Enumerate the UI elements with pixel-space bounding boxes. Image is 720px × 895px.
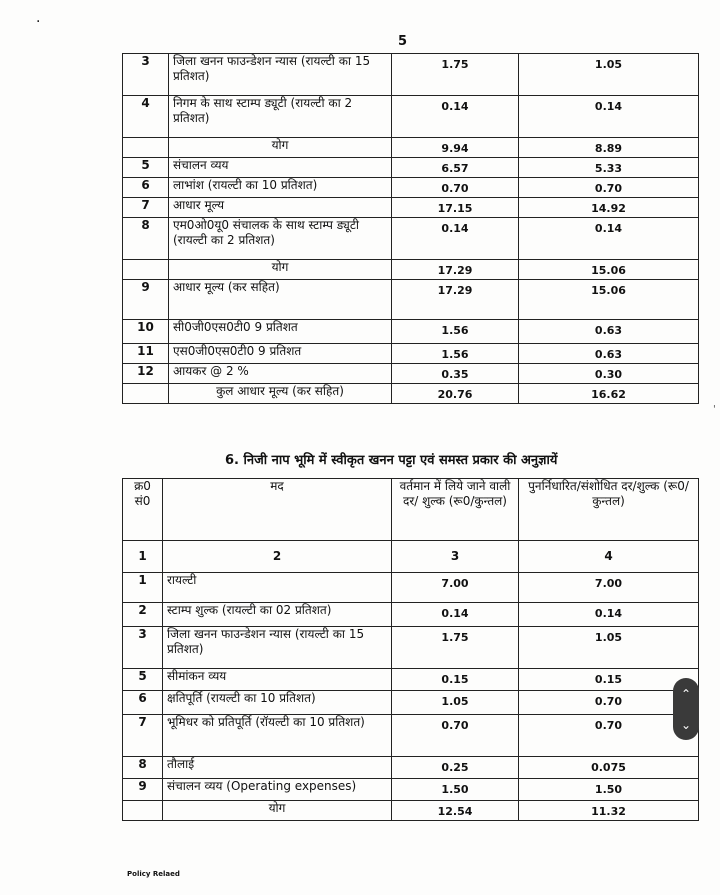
item-cell: योग bbox=[169, 138, 392, 158]
revised-rate-cell: 0.63 bbox=[519, 344, 699, 364]
item-cell: एम0ओ0यू0 संचालक के साथ स्टाम्प ड्यूटी (रायल्टी का 2 प्रतिशत) bbox=[169, 218, 392, 260]
revised-rate-cell: 1.50 bbox=[519, 779, 699, 801]
current-rate-cell: 9.94 bbox=[392, 138, 519, 158]
revised-rate-cell: 7.00 bbox=[519, 573, 699, 603]
serial-cell: 3 bbox=[123, 54, 169, 96]
serial-cell: 3 bbox=[123, 627, 163, 669]
revised-rate-cell: 16.62 bbox=[519, 384, 699, 404]
item-cell: रायल्टी bbox=[163, 573, 392, 603]
current-rate-cell: 0.25 bbox=[392, 757, 519, 779]
serial-cell bbox=[123, 260, 169, 280]
item-cell: कुल आधार मूल्य (कर सहित) bbox=[169, 384, 392, 404]
revised-rate-cell: 0.70 bbox=[519, 691, 699, 715]
serial-cell bbox=[123, 138, 169, 158]
revised-rate-cell: 1.05 bbox=[519, 627, 699, 669]
serial-cell: 10 bbox=[123, 320, 169, 344]
revised-rate-cell: 0.70 bbox=[519, 178, 699, 198]
footer-note: Policy Relaed bbox=[127, 870, 180, 878]
item-cell: योग bbox=[163, 801, 392, 821]
current-rate-cell: 0.14 bbox=[392, 96, 519, 138]
item-cell: भूमिधर को प्रतिपूर्ति (रॉयल्टी का 10 प्रतिशत) bbox=[163, 715, 392, 757]
revised-rate-cell: 0.70 bbox=[519, 715, 699, 757]
table-row bbox=[123, 669, 699, 691]
table-row bbox=[123, 757, 699, 779]
table-row bbox=[123, 779, 699, 801]
serial-cell bbox=[123, 384, 169, 404]
current-rate-cell: 6.57 bbox=[392, 158, 519, 178]
serial-cell: 5 bbox=[123, 158, 169, 178]
current-rate-cell: 17.29 bbox=[392, 260, 519, 280]
revised-rate-cell: 5.33 bbox=[519, 158, 699, 178]
revised-rate-cell: 15.06 bbox=[519, 260, 699, 280]
table-row bbox=[123, 715, 699, 757]
revised-rate-cell: 0.14 bbox=[519, 96, 699, 138]
table-row bbox=[123, 344, 699, 364]
revised-rate-cell: 0.14 bbox=[519, 603, 699, 627]
numbering-3: 3 bbox=[392, 541, 519, 573]
item-cell: आधार मूल्य (कर सहित) bbox=[169, 280, 392, 320]
table-row bbox=[123, 627, 699, 669]
total-row bbox=[123, 260, 699, 280]
current-rate-cell: 0.14 bbox=[392, 218, 519, 260]
table-row bbox=[123, 573, 699, 603]
item-cell: जिला खनन फाउन्डेशन न्यास (रायल्टी का 15 प्रतिशत) bbox=[169, 54, 392, 96]
table-row bbox=[123, 198, 699, 218]
item-cell: लाभांश (रायल्टी का 10 प्रतिशत) bbox=[169, 178, 392, 198]
header-current-rate: वर्तमान में लिये जाने वाली दर/ शुल्क (रू0/कुन्तल) bbox=[392, 479, 519, 541]
current-rate-cell: 0.35 bbox=[392, 364, 519, 384]
item-cell: आयकर @ 2 % bbox=[169, 364, 392, 384]
numbering-4: 4 bbox=[519, 541, 699, 573]
numbering-2: 2 bbox=[163, 541, 392, 573]
current-rate-cell: 1.75 bbox=[392, 54, 519, 96]
header-item: मद bbox=[163, 479, 392, 541]
current-rate-cell: 7.00 bbox=[392, 573, 519, 603]
table-row bbox=[123, 603, 699, 627]
table-row bbox=[123, 178, 699, 198]
table-row bbox=[123, 691, 699, 715]
total-row bbox=[123, 138, 699, 158]
revised-rate-cell: 1.05 bbox=[519, 54, 699, 96]
chevron-down-icon[interactable]: ⌄ bbox=[680, 717, 692, 732]
serial-cell: 12 bbox=[123, 364, 169, 384]
current-rate-cell: 12.54 bbox=[392, 801, 519, 821]
header-revised-rate: पुनर्निधारित/संशोधित दर/शुल्क (रू0/कुन्तल) bbox=[519, 479, 699, 541]
item-cell: सीमांकन व्यय bbox=[163, 669, 392, 691]
item-cell: तौलाई bbox=[163, 757, 392, 779]
table-row bbox=[123, 96, 699, 138]
item-cell: जिला खनन फाउन्डेशन न्यास (रायल्टी का 15 प्रतिशत) bbox=[163, 627, 392, 669]
page-number: 5 bbox=[398, 34, 408, 49]
item-cell: संचालन व्यय (Operating expenses) bbox=[163, 779, 392, 801]
table-row bbox=[123, 280, 699, 320]
serial-cell: 1 bbox=[123, 573, 163, 603]
item-cell: संचालन व्यय bbox=[169, 158, 392, 178]
revised-rate-cell: 0.15 bbox=[519, 669, 699, 691]
current-rate-cell: 1.75 bbox=[392, 627, 519, 669]
serial-cell: 6 bbox=[123, 691, 163, 715]
page-scroll-control[interactable] bbox=[673, 678, 699, 740]
section-6-heading: 6. निजी नाप भूमि में स्वीकृत खनन पट्टा एवं समस्त प्रकार की अनुज्ञायें bbox=[225, 453, 558, 468]
revised-rate-cell: 14.92 bbox=[519, 198, 699, 218]
table-row bbox=[123, 54, 699, 96]
edge-mark: ' bbox=[713, 404, 716, 415]
current-rate-cell: 17.15 bbox=[392, 198, 519, 218]
serial-cell: 11 bbox=[123, 344, 169, 364]
fee-table-continued bbox=[122, 53, 699, 404]
table-row bbox=[123, 218, 699, 260]
revised-rate-cell: 0.30 bbox=[519, 364, 699, 384]
revised-rate-cell: 0.075 bbox=[519, 757, 699, 779]
header-serial: क्र0 सं0 bbox=[123, 479, 163, 541]
serial-cell: 6 bbox=[123, 178, 169, 198]
current-rate-cell: 0.14 bbox=[392, 603, 519, 627]
item-cell: स्टाम्प शुल्क (रायल्टी का 02 प्रतिशत) bbox=[163, 603, 392, 627]
revised-rate-cell: 15.06 bbox=[519, 280, 699, 320]
current-rate-cell: 1.05 bbox=[392, 691, 519, 715]
total-row bbox=[123, 384, 699, 404]
item-cell: क्षतिपूर्ति (रायल्टी का 10 प्रतिशत) bbox=[163, 691, 392, 715]
serial-cell: 8 bbox=[123, 218, 169, 260]
item-cell: निगम के साथ स्टाम्प ड्यूटी (रायल्टी का 2 प्रतिशत) bbox=[169, 96, 392, 138]
serial-cell: 9 bbox=[123, 280, 169, 320]
serial-cell: 2 bbox=[123, 603, 163, 627]
current-rate-cell: 0.70 bbox=[392, 178, 519, 198]
table-row bbox=[123, 320, 699, 344]
serial-cell: 7 bbox=[123, 715, 163, 757]
table-row bbox=[123, 158, 699, 178]
private-land-fee-table bbox=[122, 478, 699, 821]
revised-rate-cell: 0.63 bbox=[519, 320, 699, 344]
current-rate-cell: 20.76 bbox=[392, 384, 519, 404]
numbering-1: 1 bbox=[123, 541, 163, 573]
revised-rate-cell: 11.32 bbox=[519, 801, 699, 821]
revised-rate-cell: 0.14 bbox=[519, 218, 699, 260]
current-rate-cell: 1.50 bbox=[392, 779, 519, 801]
current-rate-cell: 17.29 bbox=[392, 280, 519, 320]
serial-cell: 5 bbox=[123, 669, 163, 691]
serial-cell: 8 bbox=[123, 757, 163, 779]
item-cell: एस0जी0एस0टी0 9 प्रतिशत bbox=[169, 344, 392, 364]
current-rate-cell: 1.56 bbox=[392, 320, 519, 344]
current-rate-cell: 0.70 bbox=[392, 715, 519, 757]
serial-cell: 9 bbox=[123, 779, 163, 801]
serial-cell bbox=[123, 801, 163, 821]
table-row bbox=[123, 364, 699, 384]
item-cell: योग bbox=[169, 260, 392, 280]
revised-rate-cell: 8.89 bbox=[519, 138, 699, 158]
serial-cell: 4 bbox=[123, 96, 169, 138]
current-rate-cell: 1.56 bbox=[392, 344, 519, 364]
serial-cell: 7 bbox=[123, 198, 169, 218]
total-row bbox=[123, 801, 699, 821]
corner-mark: · bbox=[36, 14, 41, 30]
item-cell: सी0जी0एस0टी0 9 प्रतिशत bbox=[169, 320, 392, 344]
chevron-up-icon[interactable]: ⌃ bbox=[680, 686, 692, 701]
item-cell: आधार मूल्य bbox=[169, 198, 392, 218]
current-rate-cell: 0.15 bbox=[392, 669, 519, 691]
